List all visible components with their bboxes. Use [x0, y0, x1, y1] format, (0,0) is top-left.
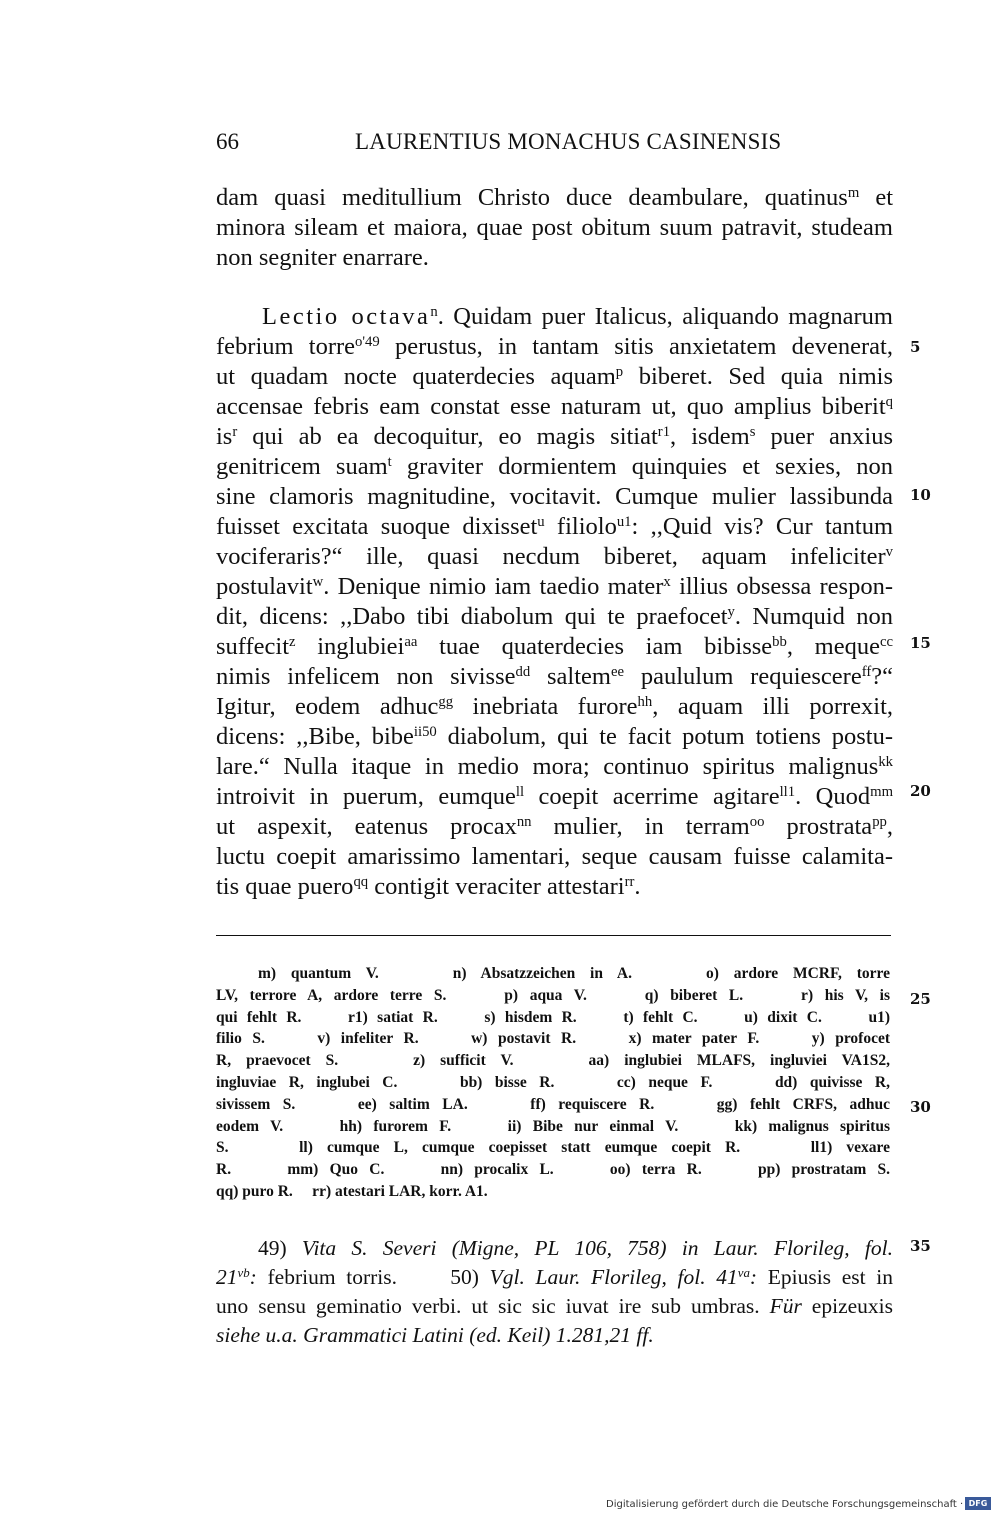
apparatus-line: ingluviae R, inglubei C. bb) bisse R. cc) neque F. dd) quivisse R,: [216, 1074, 890, 1091]
apparatus-line: R. mm) Quo C. nn) procalix L. oo) terra R. pp) prostratam S.: [216, 1161, 890, 1179]
digitization-credit: Digitalisierung gefördert durch die Deutsche Forschungsgemeinschaft ·: [606, 1499, 964, 1510]
text-line: luctu coepit amarissimo lamentari, seque causam fuisse calamita-: [216, 843, 893, 870]
apparatus-line: sivissem S. ee) saltim LA. ff) requiscere R. gg) fehlt CRFS, adhuc: [216, 1095, 890, 1113]
note-line: siehe u.a. Grammatici Latini (ed. Keil) 1.281,21 ff.: [216, 1323, 654, 1347]
text-line: genitricem suam$^t$ graviter dormientem quinquies et sexies, non: [216, 453, 893, 480]
running-head: LAURENTIUS MONACHUS CASINENSIS: [355, 129, 782, 154]
line-number: 20: [910, 782, 931, 800]
apparatus-line: R, praevocet S. z) sufficit V. aa) inglubiei MLAFS, ingluviei VA1S2,: [216, 1052, 890, 1070]
apparatus-line: LV, terrore A, ardore terre S. p) aqua V. q) biberet L. r) his V, is: [216, 986, 890, 1004]
apparatus-line: S. ll) cumque L, cumque coepisset statt eumque coepit R. ll1) vexare: [216, 1139, 890, 1157]
dfg-logo: DFG: [965, 1497, 991, 1510]
apparatus-line: qq) puro R. rr) atestari LAR, korr. A1.: [216, 1183, 488, 1200]
text-line: tis quae puero$^{qq}$ contigit veraciter attestari$^{rr}$.: [216, 873, 641, 900]
line-number: 25: [910, 990, 931, 1008]
page-number: 66: [216, 129, 239, 154]
text-line: ut quadam nocte quaterdecies aquam$^p$ biberet. Sed quia nimis: [216, 363, 893, 390]
text-line: ut aspexit, eatenus procax$^{nn}$ mulier, in terram$^{oo}$ prostrata$^{pp}$,: [216, 813, 893, 840]
note-line: uno sensu geminatio verbi. ut sic sic iuvat ire sub umbras. Für epizeuxis: [216, 1294, 893, 1318]
line-number: 15: [910, 634, 931, 652]
text-line: dam quasi meditullium Christo duce deambulare, quatinus$^m$ et: [216, 184, 894, 211]
apparatus-line: qui fehlt R. r1) satiat R. s) hisdem R. t) fehlt C. u) dixit C. u1): [216, 1008, 890, 1026]
text-line: Lectio octava$^n$. Quidam puer Italicus, aliquando magnarum: [262, 303, 893, 330]
line-number: 35: [910, 1237, 931, 1255]
text-line: introivit in puerum, eumque$^{ll}$ coepit acerrime agitare$^{ll1}$. Quod$^{mm}$: [216, 783, 893, 810]
note-line: $21^{vb}$: febrium torris. 50) Vgl. Laur. Florileg, fol. $41^{va}$: Epiusis est in: [216, 1265, 893, 1289]
text-line: vociferaris?“ ille, quasi necdum biberet, aquam infeliciter$^v$: [216, 543, 893, 570]
apparatus-line: m) quantum V. n) Absatzzeichen in A. o) ardore MCRF, torre: [258, 965, 890, 982]
apparatus-line: eodem V. hh) furorem F. ii) Bibe nur einmal V. kk) malignus spiritus: [216, 1117, 890, 1135]
text-line: minora sileam et maiora, quae post obitum suum patravit, studeam: [216, 214, 893, 241]
text-line: dit, dicens: ,,Dabo tibi diabolum qui te praefocet$^y$. Numquid non: [216, 603, 893, 630]
text-line: fuisset excitata suoque dixisset$^u$ filiolo$^{u1}$: ,,Quid vis? Cur tantum: [216, 513, 894, 540]
note-line: 49) Vita S. Severi (Migne, PL 106, 758) in Laur. Florileg, fol.: [258, 1236, 893, 1260]
text-line: accensae febris eam constat esse naturam ut, quo amplius biberit$^q$: [216, 393, 893, 420]
line-number: 5: [910, 338, 921, 356]
apparatus-line: filio S. v) infeliter R. w) postavit R. x) mater pater F. y) profocet: [216, 1030, 890, 1048]
text-line: postulavit$^w$. Denique nimio iam taedio mater$^x$ illius obsessa respon-: [216, 573, 894, 600]
text-line: lare.“ Nulla itaque in medio mora; continuo spiritus malignus$^{kk}$: [216, 753, 893, 780]
text-line: febrium torre$^{o'49}$ perustus, in tantam sitis anxietatem devenerat,: [216, 333, 893, 360]
line-number: 30: [910, 1098, 931, 1116]
text-line: sine clamoris magnitudine, vocitavit. Cumque mulier lassibunda: [216, 483, 893, 510]
line-number: 10: [910, 486, 931, 504]
text-line: nimis infelicem non sivisse$^{dd}$ saltem$^{ee}$ paululum requiescere$^{ff}$?“: [216, 663, 893, 690]
text-line: Igitur, eodem adhuc$^{gg}$ inebriata furore$^{hh}$, aquam illi porrexit,: [216, 693, 893, 720]
text-line: suffecit$^z$ inglubiei$^{aa}$ tuae quaterdecies iam bibisse$^{bb}$, meque$^{cc}$: [216, 633, 894, 660]
footnote-rule: [216, 935, 891, 936]
text-line: non segniter enarrare.: [216, 244, 429, 271]
text-line: $is^r$ qui ab ea decoquitur, eo magis sitiat$^{r1}$, isdem$^s$ puer anxius: [216, 423, 893, 450]
text-line: dicens: ,,Bibe, bibe$^{ii50}$ diabolum, qui te facit potum totiens postu-: [216, 723, 893, 750]
